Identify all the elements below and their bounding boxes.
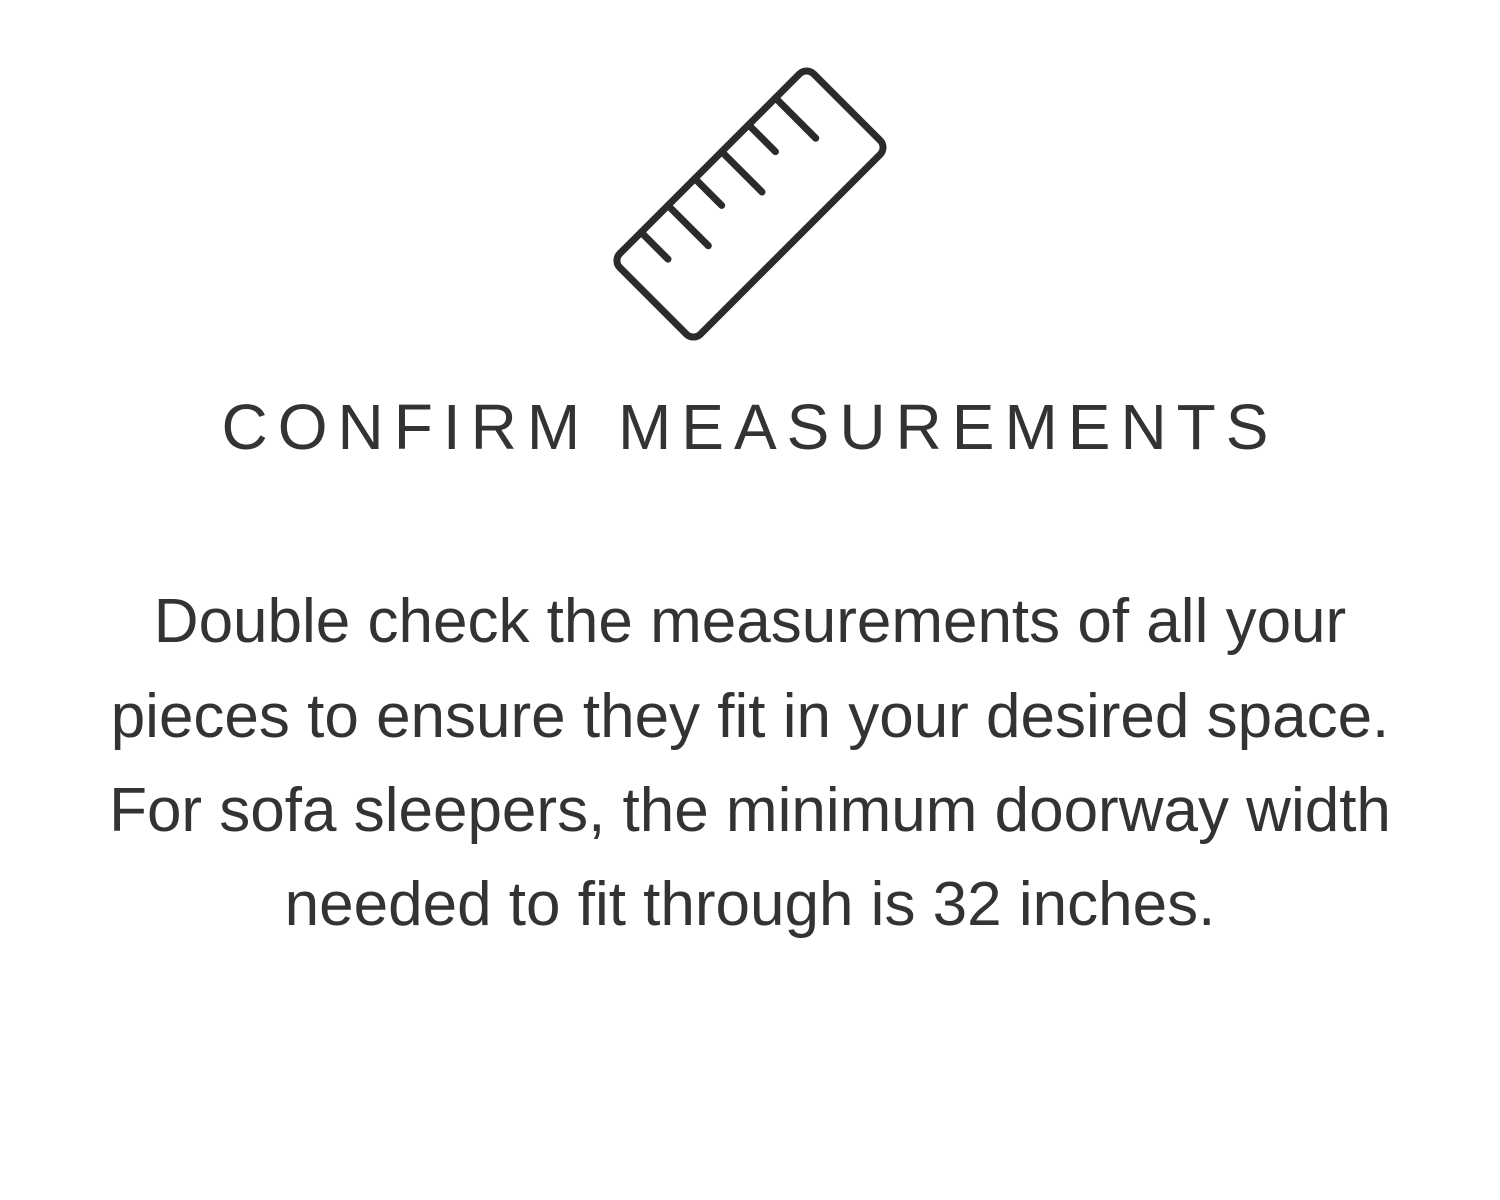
description-text: Double check the measurements of all your pieces to ensure they fit in your desired space. For sofa sleepers, the minimum doorway width needed to fit through is 32 inches.	[109, 587, 1391, 939]
ruler-icon	[550, 24, 950, 384]
page-title: CONFIRM MEASUREMENTS	[221, 391, 1279, 463]
